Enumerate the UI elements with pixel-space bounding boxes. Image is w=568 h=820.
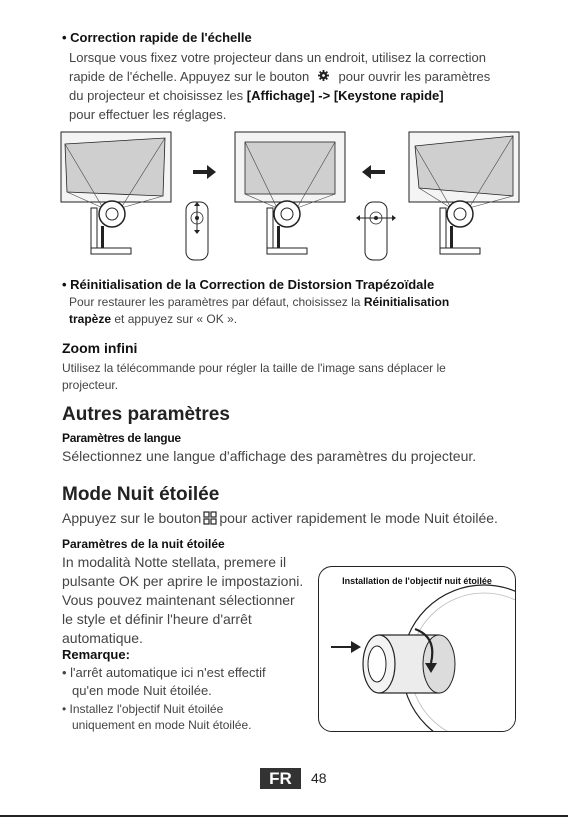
remark-item: qu'en mode Nuit étoilée.	[72, 683, 212, 698]
paragraph-line: le style et définir l'heure d'arrêt	[62, 611, 252, 627]
paragraph-text: du projecteur et choisissez les	[69, 88, 244, 103]
paragraph-line: automatique.	[62, 630, 143, 646]
paragraph-line	[62, 510, 498, 528]
starry-night-settings-subtitle: Paramètres de la nuit étoilée	[62, 537, 225, 551]
remote-control-icon	[356, 202, 396, 260]
paragraph-text: rapide de l'échelle. Appuyez sur le bouton	[69, 69, 310, 84]
paragraph-line: Sélectionnez une langue d'affichage des paramètres du projecteur.	[62, 448, 477, 464]
paragraph-line	[69, 86, 444, 105]
starry-night-paragraph	[62, 553, 303, 648]
remark-item: • l'arrêt automatique ici n'est effectif	[62, 665, 266, 680]
keystone-illustration	[55, 130, 525, 270]
remark-title: Remarque:	[62, 647, 130, 662]
remote-control-icon	[186, 202, 208, 260]
language-badge: FR	[260, 768, 301, 789]
paragraph-text: pour ouvrir les paramètres	[338, 69, 491, 84]
projector-left	[91, 201, 131, 254]
paragraph-line: Vous pouvez maintenant sélectionner	[62, 592, 295, 608]
remark-item: • Installez l'objectif Nuit étoilée	[62, 702, 224, 716]
paragraph-text: Appuyez sur le bouton	[62, 510, 202, 526]
remark-item: uniquement en mode Nuit étoilée.	[72, 718, 252, 732]
grid-button-icon	[203, 511, 217, 528]
paragraph-line: pulsante OK per aprire le impostazioni.	[62, 573, 304, 589]
lens-installation-title: Installation de l'objectif nuit étoilée	[342, 576, 492, 586]
lens-installation-box	[318, 566, 516, 732]
bold-term: trapèze	[69, 312, 112, 326]
paragraph-line	[69, 311, 237, 328]
section-title-quick-keystone: • Correction rapide de l'échelle	[62, 30, 252, 45]
lens-installation-illustration	[319, 567, 515, 731]
other-settings-title: Autres paramètres	[62, 404, 230, 425]
paragraph-line: In modalità Notte stellata, premere il	[62, 554, 287, 570]
screen-corrected-middle	[235, 132, 345, 208]
bottom-rule	[0, 815, 568, 817]
page-number: 48	[311, 770, 327, 786]
arrow-left-icon	[362, 165, 385, 179]
gear-icon	[317, 67, 331, 86]
screen-trapezoid-right	[409, 132, 519, 208]
menu-path: [Affichage] -> [Keystone rapide]	[246, 88, 444, 103]
paragraph-text: Pour restaurer les paramètres par défaut, choisissez la	[69, 295, 361, 309]
screen-trapezoid-left	[61, 132, 171, 208]
arrow-right-icon	[193, 165, 216, 179]
bold-term: Réinitialisation	[363, 295, 450, 309]
paragraph-line: projecteur.	[62, 378, 119, 392]
paragraph-line: Utilisez la télécommande pour régler la taille de l'image sans déplacer le	[62, 361, 446, 375]
paragraph-line	[69, 67, 490, 86]
language-settings-subtitle: Paramètres de langue	[62, 431, 181, 445]
section-title-keystone-reset: • Réinitialisation de la Correction de Distorsion Trapézoïdale	[62, 277, 435, 292]
paragraph-line: Lorsque vous fixez votre projecteur dans un endroit, utilisez la correction	[69, 50, 486, 65]
remark-list	[62, 664, 266, 700]
starry-night-title: Mode Nuit étoilée	[62, 484, 220, 505]
projector-middle	[267, 201, 307, 254]
remark-list	[62, 701, 251, 733]
paragraph-line	[69, 294, 449, 311]
paragraph-text: et appuyez sur « OK ».	[114, 312, 238, 326]
zoom-title: Zoom infini	[62, 340, 138, 356]
paragraph-text: pour activer rapidement le mode Nuit étoilée.	[219, 510, 498, 526]
paragraph-line: pour effectuer les réglages.	[69, 107, 227, 122]
projector-right	[440, 201, 480, 254]
